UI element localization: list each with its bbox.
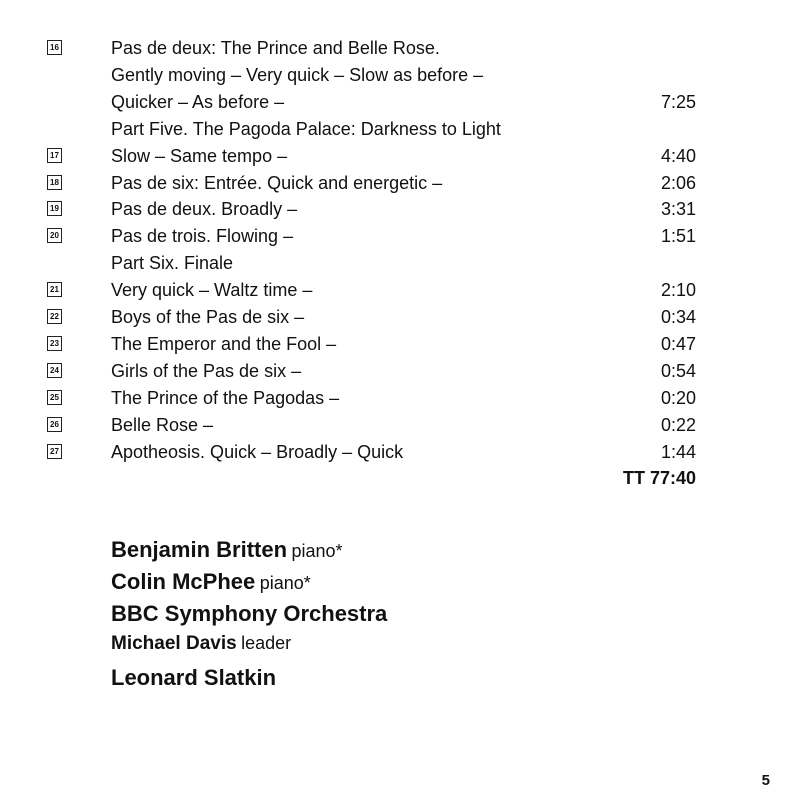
track-row [0, 172, 800, 199]
credit-line [111, 569, 387, 601]
track-title: Apotheosis. Quick – Broadly – Quick [111, 441, 404, 462]
track-row [0, 360, 800, 387]
credit-line [111, 665, 387, 697]
track-row [0, 145, 800, 172]
track-duration: 2:10 [660, 280, 696, 301]
track-number-box: 22 [47, 309, 62, 324]
track-title: Very quick – Waltz time – [111, 280, 313, 301]
track-row [0, 225, 800, 252]
page-number: 5 [761, 772, 770, 789]
track-title: Belle Rose – [111, 414, 214, 435]
track-duration: 0:47 [660, 333, 696, 354]
track-row [0, 441, 800, 468]
track-title: Quicker – As before – [111, 91, 285, 112]
credit-line [111, 633, 387, 665]
track-row [0, 252, 800, 279]
track-duration: 0:54 [660, 360, 696, 381]
performer-role: piano* [291, 541, 343, 561]
track-duration: 1:44 [660, 441, 696, 462]
track-row [0, 387, 800, 414]
track-duration: 0:20 [660, 387, 696, 408]
track-title: Pas de deux: The Prince and Belle Rose. [111, 38, 440, 58]
track-duration: 0:34 [660, 307, 696, 327]
performer-name: Colin McPhee [111, 569, 256, 594]
track-row [0, 333, 800, 360]
track-title: Pas de six: Entrée. Quick and energetic – [111, 172, 443, 193]
track-number-box: 27 [47, 444, 62, 459]
track-duration: 1:51 [660, 226, 696, 247]
track-title: Girls of the Pas de six – [111, 360, 302, 381]
track-row [0, 306, 800, 333]
track-number-box: 21 [47, 282, 62, 297]
track-duration: 0:22 [660, 414, 696, 435]
track-duration: 7:25 [660, 91, 696, 112]
performer-role: piano* [259, 573, 311, 593]
credit-line [111, 537, 387, 569]
track-number-box: 18 [47, 175, 62, 190]
track-number-box: 16 [47, 40, 62, 55]
track-row [0, 64, 800, 91]
track-number-box: 24 [47, 363, 62, 378]
track-duration: 3:31 [660, 199, 696, 220]
performer-name: BBC Symphony Orchestra [111, 601, 388, 626]
track-row [0, 91, 800, 118]
track-title: The Emperor and the Fool – [111, 333, 337, 354]
track-row [0, 279, 800, 306]
performer-name: Leonard Slatkin [111, 665, 277, 690]
track-row [0, 198, 800, 225]
track-title: Part Five. The Pagoda Palace: Darkness to Light [111, 118, 501, 139]
track-title: Slow – Same tempo – [111, 145, 288, 166]
track-number-box: 19 [47, 201, 62, 216]
track-duration: 4:40 [660, 145, 696, 166]
track-title: The Prince of the Pagodas – [111, 387, 340, 408]
total-time: TT 77:40 [622, 468, 696, 489]
track-row [0, 414, 800, 441]
track-number-box: 23 [47, 336, 62, 351]
track-number-box: 26 [47, 417, 62, 432]
track-number-box: 25 [47, 390, 62, 405]
track-number-box: 17 [47, 148, 62, 163]
track-title: Boys of the Pas de six – [111, 307, 305, 327]
track-row [0, 37, 800, 64]
track-title: Pas de deux. Broadly – [111, 199, 298, 220]
credits [111, 537, 387, 697]
track-title: Gently moving – Very quick – Slow as before – [111, 64, 484, 85]
performer-role: leader [241, 633, 292, 653]
performer-name: Michael Davis [111, 633, 237, 654]
track-duration: 2:06 [660, 172, 696, 193]
performer-name: Benjamin Britten [111, 537, 288, 562]
track-number-box: 20 [47, 228, 62, 243]
track-title: Pas de trois. Flowing – [111, 226, 294, 247]
track-row [0, 118, 800, 145]
credit-line [111, 601, 387, 633]
track-title: Part Six. Finale [111, 253, 234, 274]
